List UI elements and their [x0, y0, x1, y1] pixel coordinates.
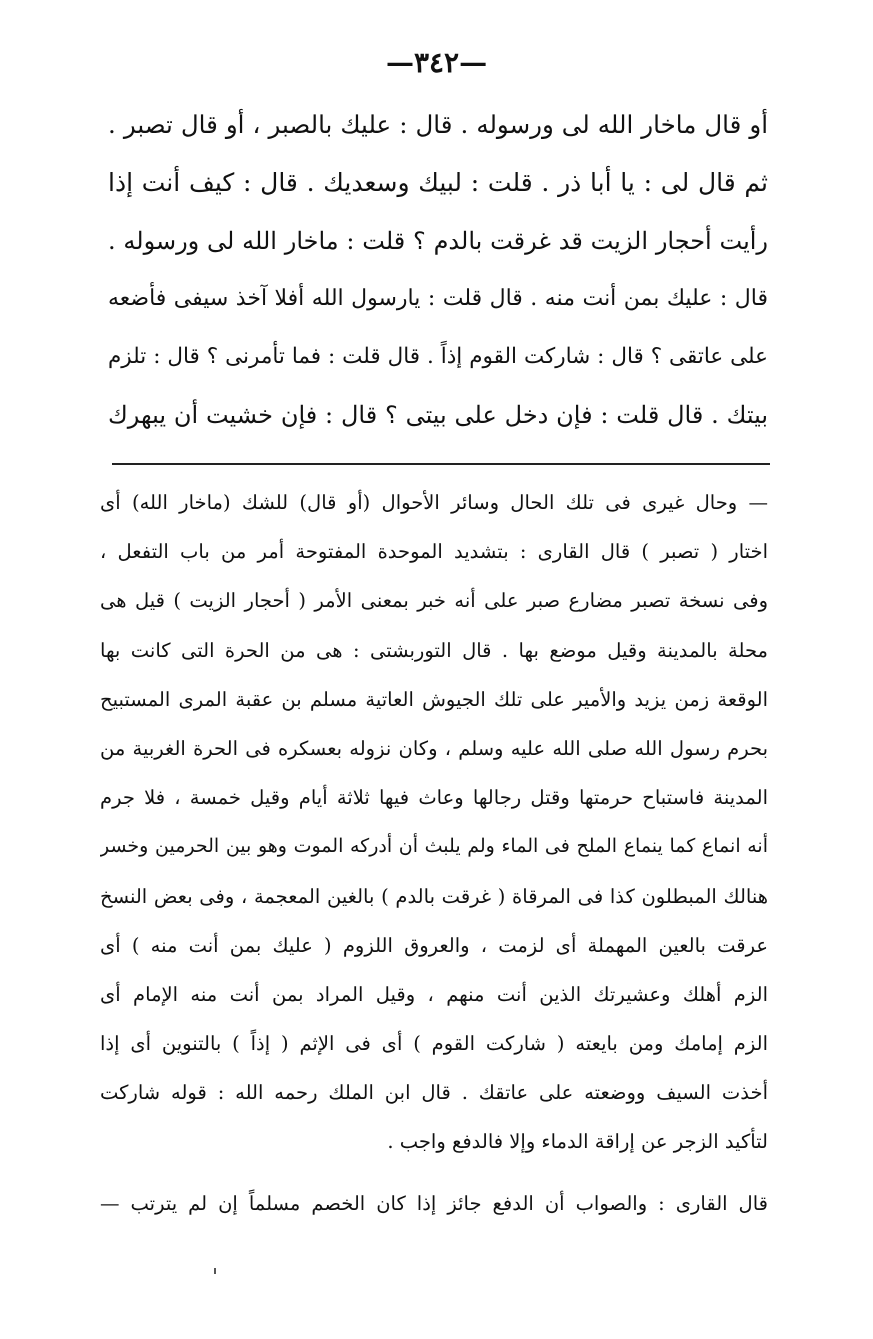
hadith-line: ثم قال لى : يا أبا ذر . قلت : لبيك وسعديك . قال : كيف أنت إذا — [108, 168, 768, 197]
hadith-line: بيتك . قال قلت : فإن دخل على بيتى ؟ قال : فإن خشيت أن يبهرك — [108, 401, 768, 429]
commentary-line: اختار ( تصبر ) قال القارى : بتشديد الموحدة المفتوحة أمر من باب التفعل ، — [100, 540, 768, 564]
commentary-line: أخذت السيف ووضعته على عاتقك . قال ابن الملك رحمه الله : قوله شاركت — [100, 1081, 768, 1105]
commentary-line: الزم أهلك وعشيرتك الذين أنت منهم ، وقيل المراد بمن أنت منه الإمام أى — [100, 982, 768, 1006]
print-speck — [214, 1268, 216, 1274]
hadith-line: قال : عليك بمن أنت منه . قال قلت : يارسول الله أفلا آخذ سيفى فأضعه — [108, 286, 768, 311]
hadith-text-block — [108, 96, 768, 444]
commentary-line: بحرم رسول الله صلى الله عليه وسلم ، وكان نزوله بعسكره فى الحرة الغربية من — [100, 736, 768, 760]
hadith-line: رأيت أحجار الزيت قد غرقت بالدم ؟ قلت : ماخار الله لى ورسوله . — [108, 227, 768, 255]
hadith-line: على عاتقى ؟ قال : شاركت القوم إذاً . قال قلت : فما تأمرنى ؟ قال : تلزم — [108, 344, 768, 369]
hadith-line: أو قال ماخار الله لى ورسوله . قال : عليك بالصبر ، أو قال تصبر . — [108, 110, 768, 139]
commentary-line: الوقعة زمن يزيد والأمير على تلك الجيوش العاتية مسلم بن عقبة المرى المستبيح — [100, 687, 768, 711]
page-number: —٣٤٢— — [385, 46, 488, 79]
commentary-line: الزم إمامك ومن بايعته ( شاركت القوم ) أى فى الإثم ( إذاً ) بالتنوين أى إذا — [100, 1032, 768, 1056]
commentary-line: هنالك المبطلون كذا فى المرقاة ( غرقت بالدم ) بالغين المعجمة ، وفى بعض النسخ — [100, 884, 768, 908]
commentary-line: وفى نسخة تصبر مضارع صبر على أنه خبر بمعنى الأمر ( أحجار الزيت ) قيل هى — [100, 589, 768, 613]
commentary-line: عرقت بالعين المهملة أى لزمت ، والعروق اللزوم ( عليك بمن أنت منه ) أى — [100, 933, 768, 957]
commentary-line: لتأكيد الزجر عن إراقة الدماء وإلا فالدفع واجب . — [387, 1130, 768, 1154]
commentary-line: — وحال غيرى فى تلك الحال وسائر الأحوال (أو قال) للشك (ماخار الله) أى — [100, 491, 768, 514]
commentary-line: المدينة فاستباح حرمتها وقتل رجالها وعاث فيها ثلاثة أيام وقيل خمسة ، فلا جرم — [100, 786, 768, 810]
commentary-line: أنه انماع كما ينماع الملح فى الماء ولم يلبث أن أدركه الموت وهو بين الحرمين وخسر — [100, 835, 768, 858]
commentary-line: قال القارى : والصواب أن الدفع جائز إذا كان الخصم مسلماً إن لم يترتب — — [100, 1191, 768, 1215]
commentary-footnote-block — [100, 478, 768, 1228]
footnote-separator-rule — [112, 463, 770, 465]
commentary-line: محلة بالمدينة وقيل موضع بها . قال التوربشتى : هى من الحرة التى كانت بها — [100, 638, 768, 662]
